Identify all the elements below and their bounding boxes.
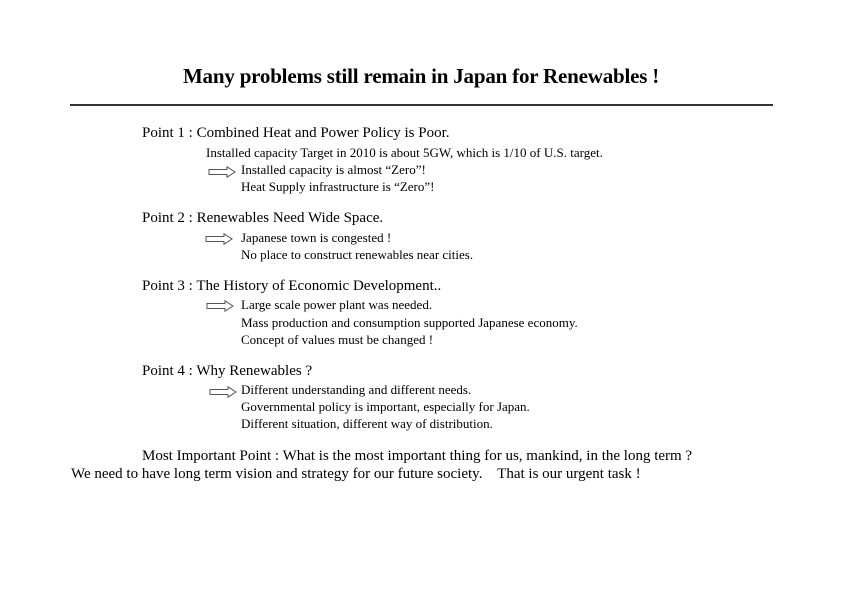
point-4-bullet: Different understanding and different needs. xyxy=(241,382,472,397)
right-arrow-icon xyxy=(205,233,233,245)
point-3-bullet: Large scale power plant was needed. xyxy=(241,297,433,312)
title-divider xyxy=(70,104,773,106)
point-1-bullet: Installed capacity is almost “Zero”! xyxy=(241,162,426,177)
point-4-bullet: Different situation, different way of distribution. xyxy=(241,416,493,431)
point-3-heading: Point 3 : The History of Economic Development.. xyxy=(142,278,442,294)
point-1-bullet: Heat Supply infrastructure is “Zero”! xyxy=(241,179,435,194)
point-2-bullet: No place to construct renewables near cities. xyxy=(241,247,474,262)
point-2-heading: Point 2 : Renewables Need Wide Space. xyxy=(142,210,384,226)
most-important-point: Most Important Point : What is the most important thing for us, mankind, in the long term ? xyxy=(142,448,693,464)
point-3-bullet: Mass production and consumption supported Japanese economy. xyxy=(241,315,578,330)
point-4-heading: Point 4 : Why Renewables ? xyxy=(142,363,313,379)
right-arrow-icon xyxy=(206,300,234,312)
point-3-bullet: Concept of values must be changed ! xyxy=(241,332,434,347)
point-2-bullet: Japanese town is congested ! xyxy=(241,230,392,245)
urgent-task-statement: We need to have long term vision and strategy for our future society. That is our urgent task ! xyxy=(71,466,641,482)
point-4-bullet: Governmental policy is important, especially for Japan. xyxy=(241,399,530,414)
point-1-heading: Point 1 : Combined Heat and Power Policy is Poor. xyxy=(142,125,450,141)
right-arrow-icon xyxy=(208,166,236,178)
slide-title: Many problems still remain in Japan for Renewables ! xyxy=(182,64,660,88)
point-1-intro: Installed capacity Target in 2010 is about 5GW, which is 1/10 of U.S. target. xyxy=(206,145,603,160)
right-arrow-icon xyxy=(209,386,237,398)
